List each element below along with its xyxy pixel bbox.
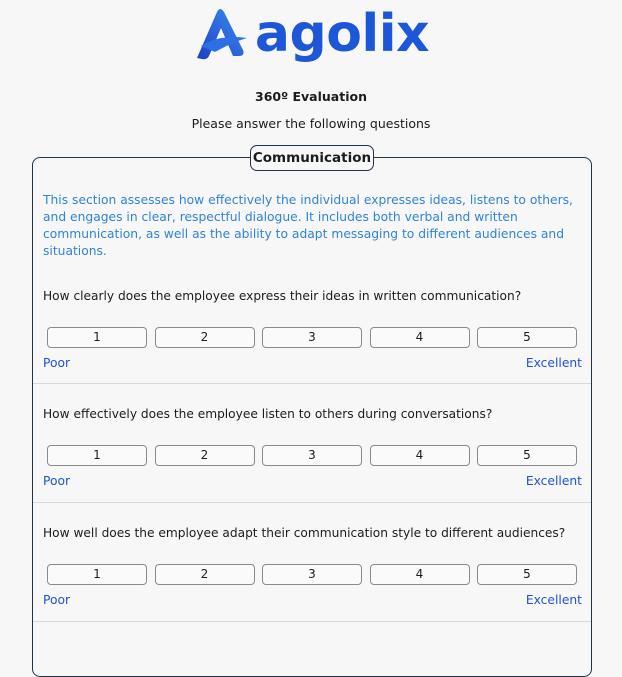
rating-option-3[interactable]: 3: [262, 445, 362, 466]
question-2: [32, 405, 592, 500]
question-divider: [33, 502, 591, 503]
rating-scale: [47, 445, 577, 466]
scale-high-label: Excellent: [525, 593, 582, 607]
agolix-logo-icon: [193, 6, 251, 62]
rating-option-3[interactable]: 3: [262, 564, 362, 585]
section-description: This section assesses how effectively the individual expresses ideas, listens to others, and engages in clear, respectful dialogue. It includes both verbal and written communication, as well as the ability to adapt messaging to different audiences and situations.: [43, 193, 573, 258]
rating-option-1[interactable]: 1: [47, 564, 147, 585]
rating-option-5[interactable]: 5: [477, 564, 577, 585]
rating-option-3[interactable]: 3: [262, 327, 362, 348]
rating-option-5[interactable]: 5: [477, 327, 577, 348]
scale-high-label: Excellent: [525, 356, 582, 370]
rating-option-1[interactable]: 1: [47, 327, 147, 348]
page-subtitle: Please answer the following questions: [191, 116, 431, 131]
page-title: 360º Evaluation: [255, 89, 367, 104]
brand-name: agolix: [254, 4, 430, 64]
rating-scale: [47, 564, 577, 585]
question-1: [32, 287, 592, 382]
rating-option-2[interactable]: 2: [155, 327, 255, 348]
rating-scale: [47, 327, 577, 348]
scale-low-label: Poor: [43, 593, 71, 607]
rating-option-5[interactable]: 5: [477, 445, 577, 466]
scale-low-label: Poor: [43, 356, 71, 370]
rating-option-1[interactable]: 1: [47, 445, 147, 466]
question-divider: [33, 383, 591, 384]
rating-option-2[interactable]: 2: [155, 564, 255, 585]
question-text: How clearly does the employee express their ideas in written communication?: [43, 289, 522, 303]
question-3: [32, 524, 592, 619]
brand-logo: [0, 6, 622, 62]
rating-option-4[interactable]: 4: [370, 327, 470, 348]
question-text: How effectively does the employee listen to others during conversations?: [43, 407, 493, 421]
scale-high-label: Excellent: [525, 474, 582, 488]
rating-option-4[interactable]: 4: [370, 445, 470, 466]
scale-low-label: Poor: [43, 474, 71, 488]
question-divider: [33, 621, 591, 622]
question-text: How well does the employee adapt their communication style to different audiences?: [43, 526, 566, 540]
rating-option-4[interactable]: 4: [370, 564, 470, 585]
rating-option-2[interactable]: 2: [155, 445, 255, 466]
section-title: Communication: [250, 145, 374, 171]
